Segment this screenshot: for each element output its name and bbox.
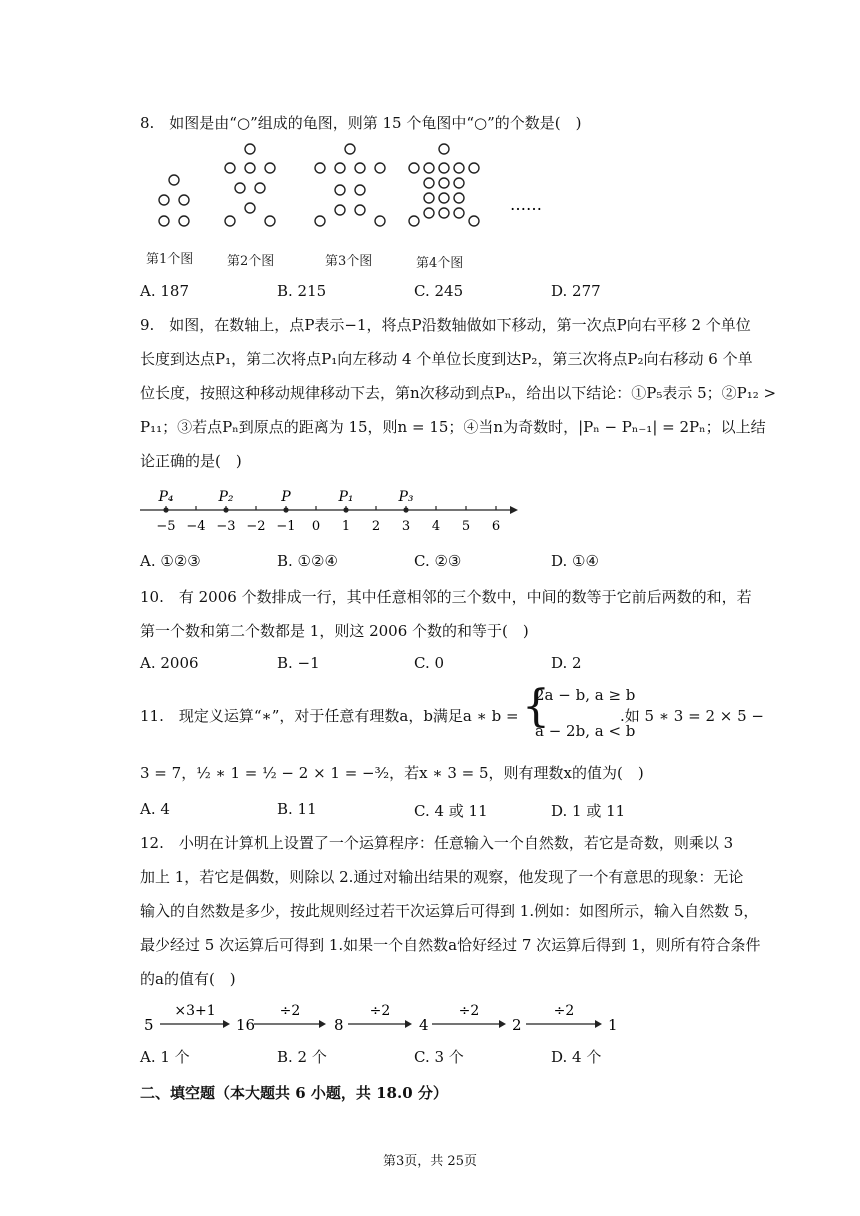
point-dot <box>223 507 228 512</box>
point-label: P₃ <box>398 489 414 505</box>
axis-tick-label: −1 <box>276 519 296 534</box>
flow-number: 5 <box>144 1016 154 1034</box>
q8-caption-4: 第4个图 <box>416 256 464 271</box>
q8-option-a[interactable]: A. 187 <box>140 282 189 300</box>
q11-case-1: 2a − b, a ≥ b <box>535 686 636 704</box>
turtle-figure-4 <box>409 144 479 226</box>
axis-tick-label: 6 <box>491 519 501 534</box>
axis-arrow <box>510 506 518 514</box>
flow-number: 8 <box>334 1016 344 1034</box>
point-dot <box>403 507 408 512</box>
q9-option-d[interactable]: D. ①④ <box>551 552 599 570</box>
flow-number: 2 <box>512 1016 522 1034</box>
q9-line-3: 位长度，按照这种移动规律移动下去，第n次移动到点Pₙ，给出以下结论：①P₅表示 5；②P₁₂ > <box>140 384 777 402</box>
q11-line-1-pre: 11. 现定义运算“∗”，对于任意有理数a，b满足a ∗ b = <box>140 707 519 725</box>
axis-tick-label: −5 <box>156 519 176 534</box>
q9-number-line <box>138 484 520 540</box>
flow-number: 1 <box>608 1016 618 1034</box>
axis-tick-label: 3 <box>401 519 411 534</box>
circle-mark <box>159 216 169 226</box>
q12-option-b[interactable]: B. 2 个 <box>277 1048 327 1066</box>
q8-caption-2: 第2个图 <box>227 254 275 269</box>
q9-option-a[interactable]: A. ①②③ <box>140 552 201 570</box>
q8-caption-3: 第3个图 <box>325 254 373 269</box>
axis-tick-label: 4 <box>431 519 441 534</box>
q10-option-c[interactable]: C. 0 <box>414 654 445 672</box>
q11-case-2: a − 2b, a < b <box>535 722 636 740</box>
q8-caption-1: 第1个图 <box>146 252 194 267</box>
axis-tick-label: −3 <box>216 519 236 534</box>
point-label: P <box>281 489 291 505</box>
q12-option-d[interactable]: D. 4 个 <box>551 1048 602 1066</box>
q8-option-c[interactable]: C. 245 <box>414 282 464 300</box>
q8-text: 8. 如图是由“○”组成的龟图，则第 15 个龟图中“○”的个数是( ) <box>140 114 582 132</box>
point-label: P₄ <box>158 489 174 505</box>
q10-option-a[interactable]: A. 2006 <box>140 654 199 672</box>
turtle-figure-3 <box>315 144 385 226</box>
flow-number: 16 <box>236 1016 256 1034</box>
flow-arrow-head <box>223 1020 230 1028</box>
page-footer: 第3页，共 25页 <box>383 1154 477 1169</box>
flow-arrow-head <box>595 1020 602 1028</box>
circle-mark <box>159 195 169 205</box>
flow-op-label: ÷2 <box>553 1003 575 1019</box>
flow-op-label: ×3+1 <box>174 1003 216 1019</box>
point-label: P₁ <box>338 489 354 505</box>
q12-operation-flow <box>140 996 630 1038</box>
axis-tick-label: 0 <box>311 519 321 534</box>
circle-mark <box>179 195 189 205</box>
q12-option-a[interactable]: A. 1 个 <box>140 1048 190 1066</box>
flow-op-label: ÷2 <box>369 1003 391 1019</box>
q8-ellipsis: …… <box>510 195 542 214</box>
q9-line-2: 长度到达点P₁，第二次将点P₁向左移动 4 个单位长度到达P₂，第三次将点P₂向右移动 6 个单 <box>140 350 753 368</box>
q11-option-a[interactable]: A. 4 <box>140 800 170 818</box>
q10-option-d[interactable]: D. 2 <box>551 654 582 672</box>
point-dot <box>163 507 168 512</box>
q12-option-c[interactable]: C. 3 个 <box>414 1048 464 1066</box>
q9-line-5: 论正确的是( ) <box>140 452 242 470</box>
axis-tick-label: −2 <box>246 519 266 534</box>
section-2-heading: 二、填空题（本大题共 6 小题，共 18.0 分） <box>140 1084 448 1102</box>
q9-line-1: 9. 如图，在数轴上，点P表示−1，将点P沿数轴做如下移动，第一次点P向右平移 2 个单位 <box>140 316 751 334</box>
q8-option-d[interactable]: D. 277 <box>551 282 601 300</box>
q11-line-2: 3 = 7，½ ∗ 1 = ½ − 2 × 1 = −³⁄₂，若x ∗ 3 = 5，则有理数x的值为( ) <box>140 764 644 782</box>
flow-arrow-head <box>405 1020 412 1028</box>
point-dot <box>343 507 348 512</box>
q12-line-1: 12. 小明在计算机上设置了一个运算程序：任意输入一个自然数，若它是奇数，则乘以 3 <box>140 834 734 852</box>
turtle-figure-1 <box>159 175 189 226</box>
flow-arrow-head <box>319 1020 326 1028</box>
axis-tick-label: 2 <box>371 519 381 534</box>
axis-tick-label: 5 <box>461 519 471 534</box>
q10-option-b[interactable]: B. −1 <box>277 654 320 672</box>
flow-arrow-head <box>499 1020 506 1028</box>
flow-op-label: ÷2 <box>279 1003 301 1019</box>
q11-option-d[interactable]: D. 1 或 11 <box>551 802 626 820</box>
flow-op-label: ÷2 <box>458 1003 480 1019</box>
axis-tick-label: −4 <box>186 519 206 534</box>
axis-tick-label: 1 <box>341 519 351 534</box>
q12-line-3: 输入的自然数是多少，按此规则经过若干次运算后可得到 1.例如：如图所示，输入自然数 5， <box>140 902 759 920</box>
circle-mark <box>179 216 189 226</box>
q11-option-c[interactable]: C. 4 或 11 <box>414 802 488 820</box>
circle-mark <box>169 175 179 185</box>
q11-line-1-post: .如 5 ∗ 3 = 2 × 5 − <box>620 707 764 725</box>
q9-option-c[interactable]: C. ②③ <box>414 552 462 570</box>
q12-line-2: 加上 1，若它是偶数，则除以 2.通过对输出结果的观察，他发现了一个有意思的现象：无论 <box>140 868 744 886</box>
q9-option-b[interactable]: B. ①②④ <box>277 552 338 570</box>
q12-line-4: 最少经过 5 次运算后可得到 1.如果一个自然数a恰好经过 7 次运算后得到 1，则所有符合条件 <box>140 936 761 954</box>
q8-option-b[interactable]: B. 215 <box>277 282 327 300</box>
point-label: P₂ <box>218 489 234 505</box>
flow-number: 4 <box>419 1016 429 1034</box>
q10-line-2: 第一个数和第二个数都是 1，则这 2006 个数的和等于( ) <box>140 622 529 640</box>
q9-line-4: P₁₁；③若点Pₙ到原点的距离为 15，则n = 15；④当n为奇数时，|Pₙ − Pₙ₋₁| = 2Pₙ；以上结 <box>140 418 766 436</box>
turtle-figure-2 <box>225 144 275 226</box>
point-dot <box>283 507 288 512</box>
q11-piecewise-brace: { <box>522 681 550 732</box>
q10-line-1: 10. 有 2006 个数排成一行，其中任意相邻的三个数中，中间的数等于它前后两数的和，若 <box>140 588 752 606</box>
q12-line-5: 的a的值有( ) <box>140 970 236 988</box>
q11-option-b[interactable]: B. 11 <box>277 800 317 818</box>
